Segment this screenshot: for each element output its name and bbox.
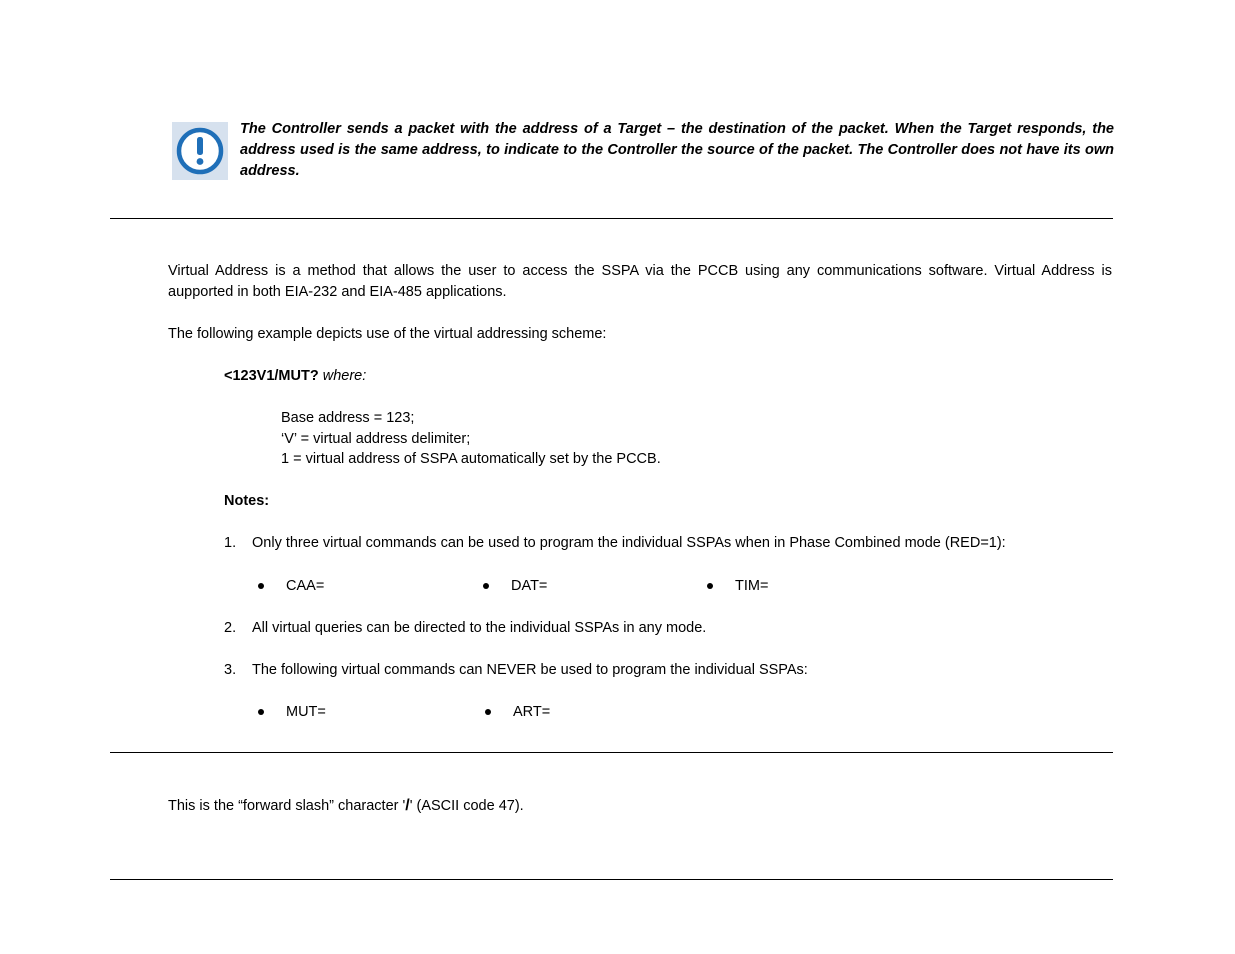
section-divider	[110, 879, 1113, 880]
note-item-text: The following virtual commands can NEVER be used to program the individual SSPAs:	[252, 662, 808, 678]
example-line	[224, 366, 366, 387]
exclamation-circle-icon	[172, 122, 228, 180]
notes-heading: Notes:	[224, 493, 270, 509]
example-where: where:	[322, 368, 367, 384]
definition-delimiter: ‘V’ = virtual address delimiter;	[281, 431, 471, 447]
bullet-icon	[485, 709, 491, 715]
forward-slash-text-after: ' (ASCII code 47).	[409, 798, 524, 814]
section-divider	[110, 218, 1113, 219]
forward-slash-character: /	[405, 797, 410, 814]
bullet-icon	[258, 709, 264, 715]
example-command: <123V1/MUT?	[224, 368, 319, 384]
bullet-item: ART=	[513, 704, 551, 720]
forward-slash-description	[168, 795, 524, 817]
virtual-address-intro: Virtual Address is a method that allows the user to access the SSPA via the PCCB using any communications software. Virtual Address is aupported in both EIA-232 and EIA-485 applications.	[168, 263, 1112, 300]
bullet-icon	[258, 583, 264, 589]
note-number: 3.	[224, 662, 237, 678]
forward-slash-text-before: This is the “forward slash” character '	[168, 798, 406, 814]
section-divider	[110, 752, 1113, 753]
bullet-item: MUT=	[286, 704, 326, 720]
definition-base-address: Base address = 123;	[281, 410, 415, 426]
bullet-item: DAT=	[511, 578, 548, 594]
note-number: 1.	[224, 535, 237, 551]
bullet-item: TIM=	[735, 578, 769, 594]
note-text: The Controller sends a packet with the address of a Target – the destination of the packet. When the Target responds, the address used is the same address, to indicate to the Controller the source of the packet. The Controller does not have its own address.	[240, 121, 1114, 179]
example-intro: The following example depicts use of the virtual addressing scheme:	[168, 326, 607, 342]
note-number: 2.	[224, 620, 237, 636]
bullet-icon	[707, 583, 713, 589]
bullet-item: CAA=	[286, 578, 325, 594]
definition-virtual-address: 1 = virtual address of SSPA automatically set by the PCCB.	[281, 451, 661, 467]
bullet-icon	[483, 583, 489, 589]
note-item-text: All virtual queries can be directed to the individual SSPAs in any mode.	[252, 620, 707, 636]
note-item-text: Only three virtual commands can be used to program the individual SSPAs when in Phase Combined mode (RED=1):	[252, 535, 1006, 551]
